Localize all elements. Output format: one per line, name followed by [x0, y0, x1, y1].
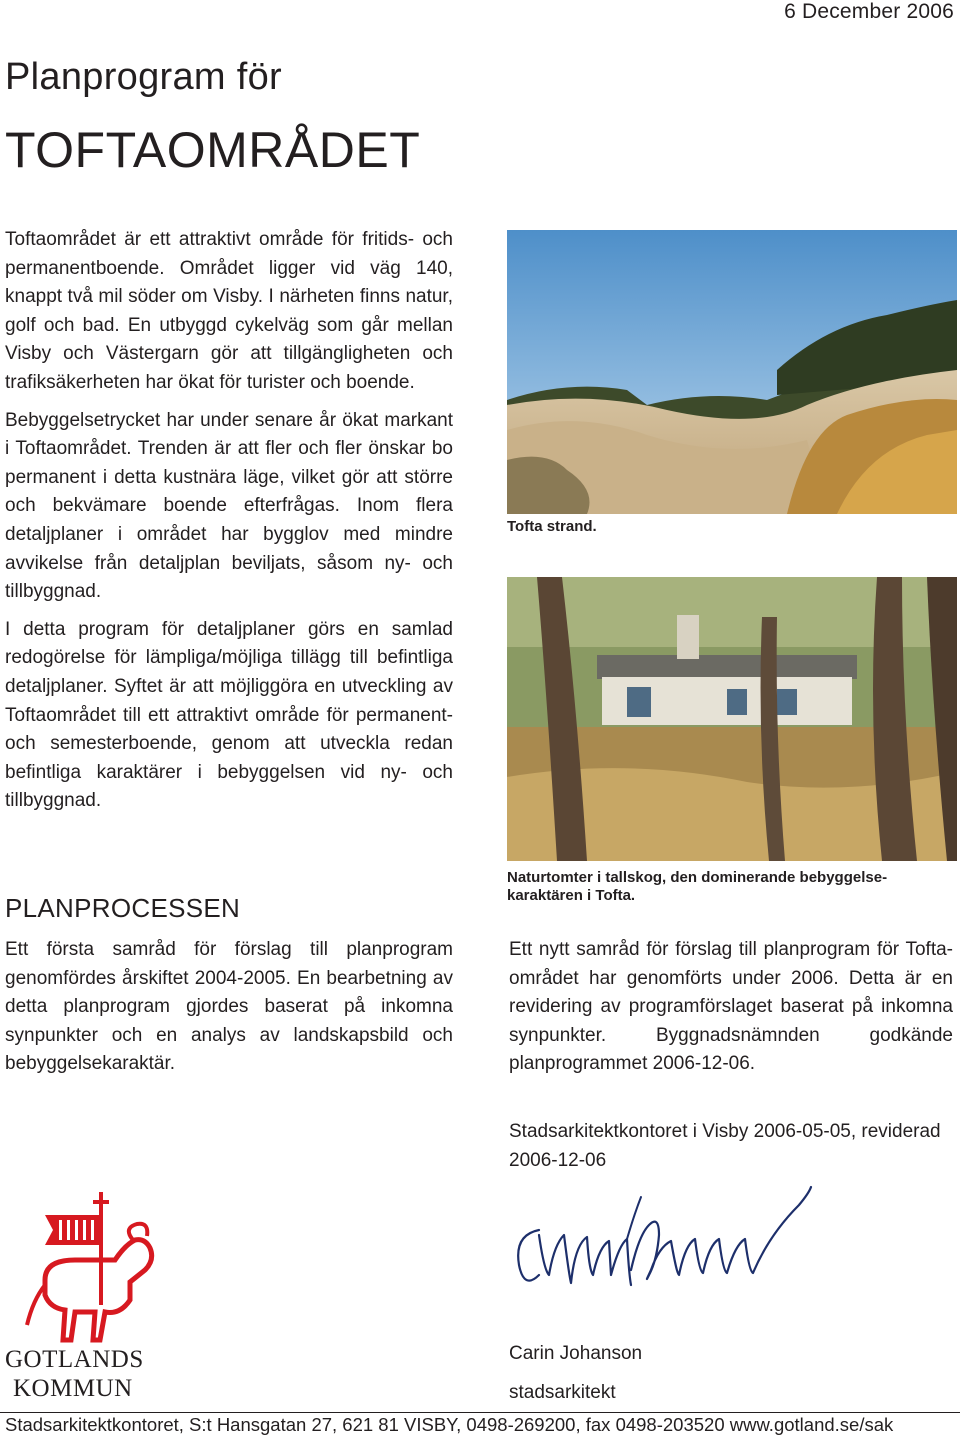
footer-contact: Stadsarkitektkontoret, S:t Hansgatan 27, 621 81 VISBY, 0498-269200, fax 0498-203520 www.gotland.se/sak [5, 1414, 894, 1435]
intro-text [5, 226, 453, 825]
document-title-line2: TOFTAOMRÅDET [5, 122, 421, 178]
beach-photo-caption: Tofta strand. [507, 518, 597, 535]
document-title-line1: Planprogram för [5, 56, 282, 98]
logo-text-line1: GOTLANDS [5, 1346, 144, 1373]
office-date-line: Stadsarkitektkontoret i Visby 2006-05-05, reviderad 2006-12-06 [509, 1121, 941, 1171]
house-photo-caption: Naturtomter i tallskog, den dominerande bebyggelse-karaktären i Tofta. [507, 869, 888, 904]
document-date: 6 December 2006 [784, 0, 954, 23]
house-photo [507, 577, 957, 861]
intro-paragraph-2: Bebyggelsetrycket har under senare år ökat markant i Toftaområdet. Trenden är att fler och fler önskar bo permanent i detta kustnära läge, vilket gör att större och bekvämare boende efterfrågas. Inom flera detaljplaner i området har bygglov med mindre avvikelse från detaljplan beviljats, såsom ny- och tillbyggnad. [5, 409, 453, 603]
logo-text-line2: KOMMUN [13, 1375, 133, 1402]
signer-title: stadsarkitekt [509, 1382, 616, 1403]
planprocessen-text: Ett första samråd för förslag till planprogram genomfördes årskiftet 2004-2005. En bearbetning av detta planprogram gjordes baserat på inkomna synpunkter och en analys av landskapsbild och bebyggelsekaraktär. [5, 939, 453, 1075]
section-heading-planprocessen: PLANPROCESSEN [5, 893, 241, 923]
revision-text: Ett nytt samråd för förslag till planprogram för Tofta-området har genomförts under 2006. Detta är en revidering av programförslaget baserat på inkomna synpunkter. Byggnadsnämnden godkände planprogrammet 2006-12-06. [509, 939, 953, 1075]
intro-paragraph-1: Toftaområdet är ett attraktivt område för fritids- och permanentboende. Området ligger vid väg 140, knappt två mil söder om Visby. I närheten finns natur, golf och bad. En utbyggd cykelväg som går mellan Visby och Västergarn gör att tillgängligheten och trafiksäkerheten har ökat för turister och boende. [5, 229, 453, 393]
signer-name: Carin Johanson [509, 1343, 643, 1364]
signature [509, 1175, 829, 1305]
intro-paragraph-3: I detta program för detaljplaner görs en samlad redogörelse för lämpliga/möjliga tillägg till befintliga detaljplaner. Syftet är att möjliggöra en utveckling av Toftaområdet till ett attraktivt område för permanent- och semesterboende, genom att utveckla redan befintliga karaktärer i bebyggelsen vid ny- och tillbyggnad. [5, 618, 453, 812]
gotlands-kommun-logo [5, 1190, 175, 1405]
beach-photo [507, 230, 957, 514]
footer-divider [0, 1412, 960, 1413]
